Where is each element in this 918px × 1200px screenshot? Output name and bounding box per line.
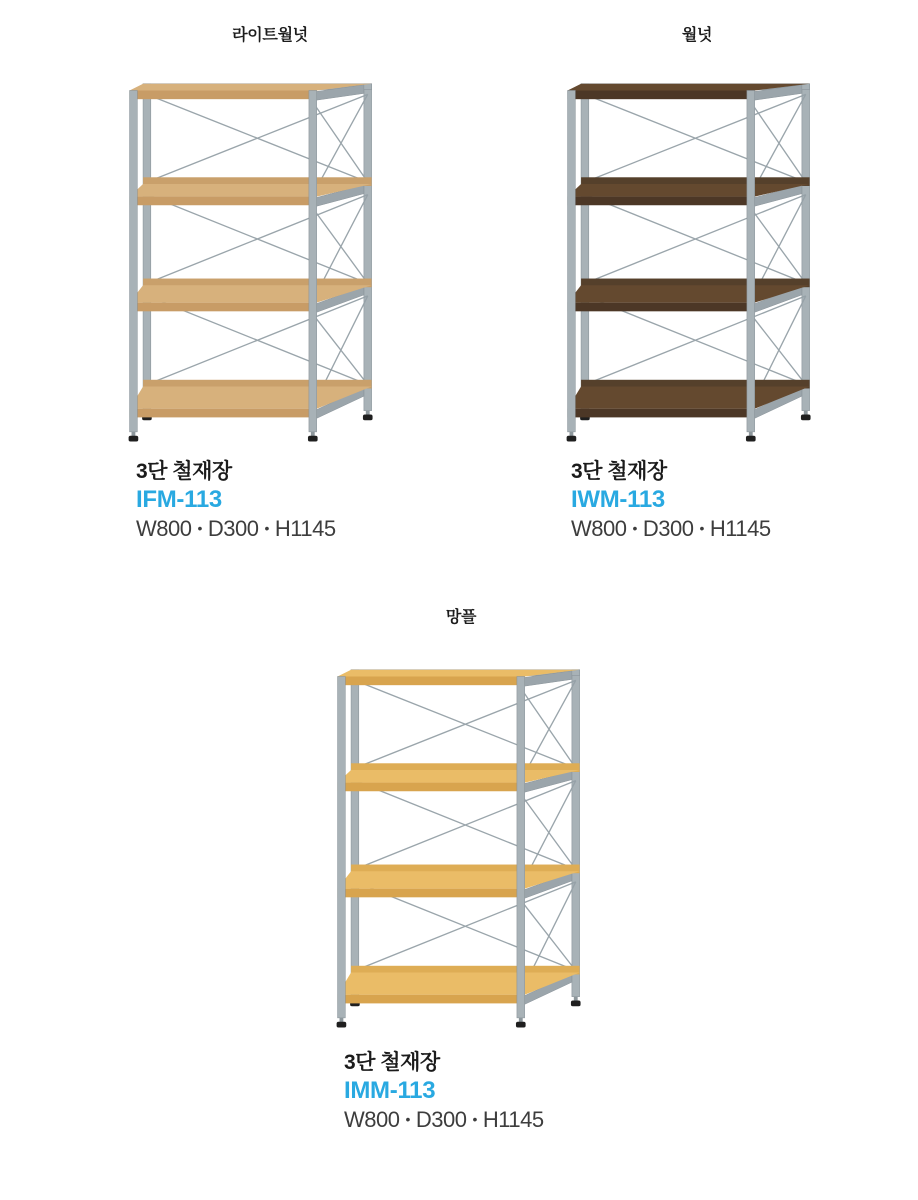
product-info-imm-113 bbox=[344, 1052, 544, 1131]
shelf-unit-illustration bbox=[556, 66, 826, 466]
product-image-iwm-113 bbox=[556, 66, 826, 466]
product-dimensions bbox=[571, 518, 771, 540]
product-dimensions bbox=[136, 518, 336, 540]
side-rails bbox=[755, 85, 802, 419]
bullet-separator: • bbox=[472, 1111, 477, 1127]
finish-label-light-walnut: 라이트월넛 bbox=[232, 27, 308, 44]
product-info-iwm-113 bbox=[571, 461, 771, 540]
dim-width: W800 bbox=[571, 516, 627, 541]
dim-width: W800 bbox=[344, 1107, 400, 1132]
shelf-front-edges bbox=[338, 677, 525, 1004]
product-image-imm-113 bbox=[326, 652, 596, 1052]
product-name: 3단 철재장 bbox=[571, 460, 667, 483]
front-feet bbox=[567, 432, 756, 442]
product-dimensions bbox=[344, 1109, 544, 1131]
side-rails bbox=[525, 671, 572, 1005]
bullet-separator: • bbox=[699, 520, 704, 536]
product-image-ifm-113 bbox=[118, 66, 388, 466]
product-info-ifm-113 bbox=[136, 461, 336, 540]
side-cross-braces bbox=[313, 94, 368, 406]
side-rails bbox=[317, 85, 364, 419]
dim-depth: D300 bbox=[415, 1107, 467, 1132]
product-name: 3단 철재장 bbox=[136, 460, 232, 483]
finish-label-maple: 망플 bbox=[445, 609, 477, 626]
shelf-front-edges bbox=[568, 91, 755, 418]
product-name: 3단 철재장 bbox=[344, 1051, 440, 1074]
side-cross-braces bbox=[751, 94, 806, 406]
bullet-separator: • bbox=[632, 520, 637, 536]
product-model-code: IFM-113 bbox=[136, 486, 222, 513]
back-cross-braces bbox=[355, 680, 576, 970]
side-cross-braces bbox=[521, 680, 576, 992]
shelf-unit-illustration bbox=[326, 652, 596, 1052]
shelf-unit-illustration bbox=[118, 66, 388, 466]
front-feet bbox=[129, 432, 318, 442]
bullet-separator: • bbox=[197, 520, 202, 536]
back-frame-posts bbox=[143, 84, 372, 411]
finish-label-walnut: 월넛 bbox=[681, 27, 713, 44]
bullet-separator: • bbox=[264, 520, 269, 536]
back-cross-braces bbox=[585, 94, 806, 384]
back-cross-braces bbox=[147, 94, 368, 384]
dim-width: W800 bbox=[136, 516, 192, 541]
shelf-front-edges bbox=[130, 91, 317, 418]
dim-height: H1145 bbox=[709, 516, 771, 541]
dim-height: H1145 bbox=[482, 1107, 544, 1132]
back-frame-posts bbox=[581, 84, 810, 411]
dim-depth: D300 bbox=[207, 516, 259, 541]
front-feet bbox=[337, 1018, 526, 1028]
product-model-code: IMM-113 bbox=[344, 1077, 436, 1104]
product-model-code: IWM-113 bbox=[571, 486, 665, 513]
bullet-separator: • bbox=[405, 1111, 410, 1127]
dim-depth: D300 bbox=[642, 516, 694, 541]
back-frame-posts bbox=[351, 670, 580, 997]
dim-height: H1145 bbox=[274, 516, 336, 541]
